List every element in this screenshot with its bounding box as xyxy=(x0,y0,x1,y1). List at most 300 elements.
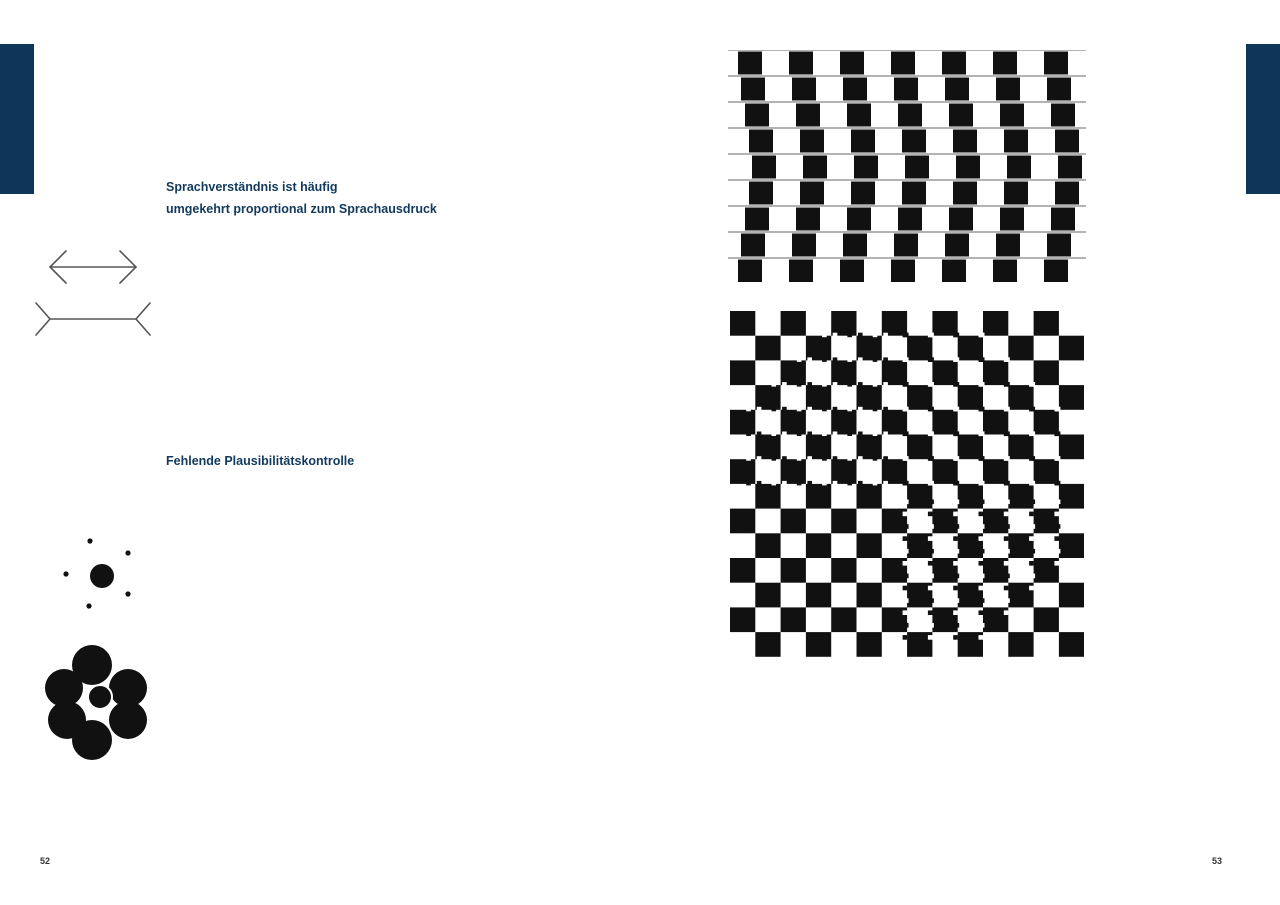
black-square xyxy=(1059,632,1084,657)
large-circle xyxy=(72,720,112,760)
corner-dot xyxy=(955,574,960,579)
corner-dot xyxy=(980,500,985,505)
black-tile xyxy=(792,78,816,101)
corner-dot xyxy=(797,500,802,505)
corner-dot xyxy=(782,586,787,591)
black-tile xyxy=(796,104,820,127)
corner-dot xyxy=(833,432,838,437)
black-tile xyxy=(1047,234,1071,257)
corner-dot xyxy=(883,481,888,486)
corner-dot xyxy=(1031,549,1036,554)
corner-dot xyxy=(807,610,812,615)
black-square xyxy=(831,459,856,484)
corner-dot xyxy=(979,536,984,541)
corner-dot xyxy=(858,536,863,541)
black-square xyxy=(882,360,907,385)
black-tile xyxy=(789,260,813,283)
corner-dot xyxy=(903,586,908,591)
black-square xyxy=(806,336,831,361)
black-square xyxy=(1034,360,1059,385)
black-square xyxy=(882,459,907,484)
corner-dot xyxy=(1054,456,1059,461)
corner-dot xyxy=(1031,500,1036,505)
corner-dot xyxy=(797,456,802,461)
ebbinghaus-large-context xyxy=(40,640,155,780)
black-square xyxy=(755,484,780,509)
corner-dot xyxy=(858,512,863,517)
corner-dot xyxy=(873,549,878,554)
corner-dot xyxy=(1029,536,1034,541)
black-tile xyxy=(996,234,1020,257)
corner-dot xyxy=(746,524,751,529)
corner-dot xyxy=(833,536,838,541)
corner-dot xyxy=(903,456,908,461)
corner-dot xyxy=(953,333,958,338)
corner-dot xyxy=(980,524,985,529)
corner-dot xyxy=(953,561,958,566)
corner-dot xyxy=(873,500,878,505)
corner-dot xyxy=(1005,574,1010,579)
corner-dot xyxy=(757,536,762,541)
black-square xyxy=(1034,410,1059,435)
corner-dot xyxy=(873,574,878,579)
corner-dot xyxy=(883,357,888,362)
corner-dot xyxy=(833,610,838,615)
black-square xyxy=(755,632,780,657)
black-square xyxy=(806,385,831,410)
black-square xyxy=(857,435,882,460)
corner-dot xyxy=(1056,524,1061,529)
bulging-checkerboard-illusion xyxy=(730,311,1084,657)
black-square xyxy=(857,385,882,410)
black-square xyxy=(781,607,806,632)
corner-dot xyxy=(873,456,878,461)
corner-dot xyxy=(953,481,958,486)
black-tile xyxy=(905,156,929,179)
black-tile xyxy=(902,130,926,153)
corner-dot xyxy=(1004,561,1009,566)
corner-dot xyxy=(847,524,852,529)
corner-dot xyxy=(979,333,984,338)
corner-dot xyxy=(1031,574,1036,579)
corner-dot xyxy=(928,357,933,362)
black-tile xyxy=(891,52,915,75)
black-square xyxy=(755,385,780,410)
corner-dot xyxy=(979,635,984,640)
small-dot xyxy=(63,571,68,576)
corner-dot xyxy=(928,561,933,566)
black-square xyxy=(882,410,907,435)
corner-dot xyxy=(1005,500,1010,505)
corner-dot xyxy=(746,549,751,554)
corner-dot xyxy=(772,524,777,529)
corner-dot xyxy=(929,500,934,505)
corner-dot xyxy=(955,598,960,603)
corner-dot xyxy=(929,549,934,554)
black-square xyxy=(1059,484,1084,509)
large-circle xyxy=(109,701,147,739)
black-tile xyxy=(942,52,966,75)
corner-dot xyxy=(873,357,878,362)
page-number-right: 53 xyxy=(1212,856,1223,866)
black-tile xyxy=(749,182,773,205)
corner-dot xyxy=(873,481,878,486)
black-tile xyxy=(1004,182,1028,205)
corner-dot xyxy=(928,456,933,461)
black-tile xyxy=(847,104,871,127)
corner-dot xyxy=(1004,481,1009,486)
corner-dot xyxy=(1029,407,1034,412)
corner-dot xyxy=(953,432,958,437)
corner-dot xyxy=(746,456,751,461)
corner-dot xyxy=(928,586,933,591)
black-square xyxy=(1008,435,1033,460)
corner-dot xyxy=(1054,561,1059,566)
black-tile xyxy=(1055,130,1079,153)
corner-dot xyxy=(797,431,802,436)
black-square xyxy=(958,484,983,509)
black-tile xyxy=(796,208,820,231)
corner-dot xyxy=(904,524,909,529)
corner-dot xyxy=(797,357,802,362)
black-tile xyxy=(949,208,973,231)
black-tile xyxy=(891,260,915,283)
corner-dot xyxy=(746,431,751,436)
corner-dot xyxy=(1004,512,1009,517)
corner-dot xyxy=(1054,536,1059,541)
corner-dot xyxy=(929,524,934,529)
black-square xyxy=(1034,459,1059,484)
corner-dot xyxy=(1056,549,1061,554)
black-tile xyxy=(942,260,966,283)
black-tile xyxy=(1051,104,1075,127)
black-square xyxy=(831,360,856,385)
black-square xyxy=(932,459,957,484)
corner-dot xyxy=(979,456,984,461)
black-tile xyxy=(851,130,875,153)
corner-dot xyxy=(746,407,751,412)
corner-dot xyxy=(979,561,984,566)
black-tile xyxy=(843,78,867,101)
corner-dot xyxy=(929,623,934,628)
black-tile xyxy=(953,182,977,205)
black-square xyxy=(755,583,780,608)
corner-dot xyxy=(807,481,812,486)
corner-dot xyxy=(782,481,787,486)
black-square xyxy=(781,459,806,484)
corner-dot xyxy=(772,481,777,486)
black-square xyxy=(781,410,806,435)
corner-dot xyxy=(807,536,812,541)
corner-dot xyxy=(979,610,984,615)
corner-dot xyxy=(928,333,933,338)
chapter-tab-left xyxy=(0,44,34,194)
corner-dot xyxy=(772,549,777,554)
corner-dot xyxy=(1054,407,1059,412)
corner-dot xyxy=(979,357,984,362)
corner-dot xyxy=(1005,598,1010,603)
black-square xyxy=(907,435,932,460)
corner-dot xyxy=(1004,357,1009,362)
black-square xyxy=(781,311,806,336)
corner-dot xyxy=(904,500,909,505)
black-tile xyxy=(738,52,762,75)
corner-dot xyxy=(833,382,838,387)
corner-dot xyxy=(903,382,908,387)
corner-dot xyxy=(797,481,802,486)
black-square xyxy=(730,360,755,385)
corner-dot xyxy=(955,500,960,505)
corner-dot xyxy=(847,598,852,603)
corner-dot xyxy=(847,500,852,505)
black-square xyxy=(857,336,882,361)
corner-dot xyxy=(797,598,802,603)
corner-dot xyxy=(903,407,908,412)
corner-dot xyxy=(772,407,777,412)
corner-dot xyxy=(903,635,908,640)
corner-dot xyxy=(873,431,878,436)
corner-dot xyxy=(847,623,852,628)
corner-dot xyxy=(757,456,762,461)
corner-dot xyxy=(822,382,827,387)
corner-dot xyxy=(822,333,827,338)
black-square xyxy=(730,410,755,435)
corner-dot xyxy=(928,610,933,615)
black-tile xyxy=(745,208,769,231)
corner-dot xyxy=(858,407,863,412)
corner-dot xyxy=(929,598,934,603)
corner-dot xyxy=(797,382,802,387)
corner-dot xyxy=(847,333,852,338)
black-tile xyxy=(996,78,1020,101)
corner-dot xyxy=(757,432,762,437)
corner-dot xyxy=(847,382,852,387)
black-square xyxy=(730,607,755,632)
corner-dot xyxy=(797,524,802,529)
black-tile xyxy=(894,234,918,257)
black-tile xyxy=(1055,182,1079,205)
black-square xyxy=(1008,336,1033,361)
corner-dot xyxy=(953,407,958,412)
black-tile xyxy=(843,234,867,257)
corner-dot xyxy=(1004,432,1009,437)
corner-dot xyxy=(873,524,878,529)
corner-dot xyxy=(847,407,852,412)
black-tile xyxy=(898,104,922,127)
black-tile xyxy=(898,208,922,231)
corner-dot xyxy=(858,432,863,437)
corner-dot xyxy=(953,536,958,541)
corner-dot xyxy=(883,610,888,615)
corner-dot xyxy=(1004,407,1009,412)
black-square xyxy=(983,311,1008,336)
corner-dot xyxy=(822,598,827,603)
black-square xyxy=(1034,311,1059,336)
section-heading-2: Fehlende Plausibilitätskontrolle xyxy=(166,454,355,468)
corner-dot xyxy=(746,500,751,505)
corner-dot xyxy=(1054,481,1059,486)
corner-dot xyxy=(955,549,960,554)
corner-dot xyxy=(858,333,863,338)
corner-dot xyxy=(847,549,852,554)
corner-dot xyxy=(822,574,827,579)
corner-dot xyxy=(903,432,908,437)
black-tile xyxy=(741,234,765,257)
black-tile xyxy=(993,260,1017,283)
corner-dot xyxy=(903,610,908,615)
corner-dot xyxy=(903,536,908,541)
corner-dot xyxy=(822,623,827,628)
corner-dot xyxy=(883,635,888,640)
black-tile xyxy=(949,104,973,127)
corner-dot xyxy=(873,407,878,412)
corner-dot xyxy=(903,512,908,517)
corner-dot xyxy=(858,481,863,486)
black-tile xyxy=(792,234,816,257)
corner-dot xyxy=(1056,500,1061,505)
black-square xyxy=(755,336,780,361)
corner-dot xyxy=(858,357,863,362)
black-square xyxy=(1008,632,1033,657)
corner-dot xyxy=(979,481,984,486)
corner-dot xyxy=(858,456,863,461)
corner-dot xyxy=(772,500,777,505)
black-square xyxy=(831,410,856,435)
black-square xyxy=(958,435,983,460)
corner-dot xyxy=(833,357,838,362)
fin-right-inward xyxy=(136,303,150,335)
corner-dot xyxy=(979,432,984,437)
black-square xyxy=(730,558,755,583)
black-square xyxy=(1059,435,1084,460)
corner-dot xyxy=(953,357,958,362)
black-square xyxy=(1008,385,1033,410)
black-tile xyxy=(1047,78,1071,101)
corner-dot xyxy=(772,431,777,436)
corner-dot xyxy=(883,382,888,387)
corner-dot xyxy=(847,357,852,362)
corner-dot xyxy=(807,512,812,517)
corner-dot xyxy=(928,382,933,387)
corner-dot xyxy=(883,536,888,541)
corner-dot xyxy=(1004,536,1009,541)
black-tile xyxy=(854,156,878,179)
black-tile xyxy=(803,156,827,179)
small-dot xyxy=(125,591,130,596)
corner-dot xyxy=(757,512,762,517)
black-square xyxy=(1059,385,1084,410)
black-tile xyxy=(749,130,773,153)
corner-dot xyxy=(847,574,852,579)
chapter-tab-right xyxy=(1246,44,1280,194)
corner-dot xyxy=(883,512,888,517)
corner-dot xyxy=(822,456,827,461)
corner-dot xyxy=(980,598,985,603)
corner-dot xyxy=(858,586,863,591)
black-square xyxy=(1008,484,1033,509)
corner-dot xyxy=(833,407,838,412)
corner-dot xyxy=(928,512,933,517)
corner-dot xyxy=(833,635,838,640)
corner-dot xyxy=(1004,382,1009,387)
black-square xyxy=(730,459,755,484)
corner-dot xyxy=(833,586,838,591)
corner-dot xyxy=(883,456,888,461)
corner-dot xyxy=(772,574,777,579)
corner-dot xyxy=(979,512,984,517)
corner-dot xyxy=(980,623,985,628)
corner-dot xyxy=(822,431,827,436)
corner-dot xyxy=(883,407,888,412)
corner-dot xyxy=(797,549,802,554)
corner-dot xyxy=(903,333,908,338)
fin-left-inward xyxy=(36,303,50,335)
corner-dot xyxy=(1029,512,1034,517)
corner-dot xyxy=(1054,512,1059,517)
corner-dot xyxy=(822,357,827,362)
corner-dot xyxy=(883,561,888,566)
black-square xyxy=(907,484,932,509)
corner-dot xyxy=(847,456,852,461)
small-dot xyxy=(125,550,130,555)
black-tile xyxy=(945,234,969,257)
small-dot xyxy=(87,538,92,543)
corner-dot xyxy=(807,382,812,387)
black-tile xyxy=(1058,156,1082,179)
black-square xyxy=(806,632,831,657)
corner-dot xyxy=(904,574,909,579)
corner-dot xyxy=(904,598,909,603)
corner-dot xyxy=(833,456,838,461)
black-tile xyxy=(1051,208,1075,231)
center-circle xyxy=(90,564,114,588)
corner-dot xyxy=(807,357,812,362)
corner-dot xyxy=(833,512,838,517)
black-tile xyxy=(752,156,776,179)
corner-dot xyxy=(807,561,812,566)
corner-dot xyxy=(833,481,838,486)
corner-dot xyxy=(757,481,762,486)
corner-dot xyxy=(757,407,762,412)
black-tile xyxy=(851,182,875,205)
corner-dot xyxy=(980,574,985,579)
corner-dot xyxy=(873,623,878,628)
corner-dot xyxy=(1031,524,1036,529)
black-tile xyxy=(1004,130,1028,153)
corner-dot xyxy=(1029,456,1034,461)
black-square xyxy=(983,459,1008,484)
corner-dot xyxy=(979,586,984,591)
corner-dot xyxy=(1029,481,1034,486)
corner-dot xyxy=(746,481,751,486)
black-tile xyxy=(956,156,980,179)
corner-dot xyxy=(807,407,812,412)
corner-dot xyxy=(822,549,827,554)
corner-dot xyxy=(873,598,878,603)
black-square xyxy=(932,311,957,336)
corner-dot xyxy=(873,382,878,387)
black-tile xyxy=(993,52,1017,75)
corner-dot xyxy=(1004,456,1009,461)
corner-dot xyxy=(822,481,827,486)
corner-dot xyxy=(928,407,933,412)
corner-dot xyxy=(822,500,827,505)
corner-dot xyxy=(833,561,838,566)
corner-dot xyxy=(955,623,960,628)
corner-dot xyxy=(903,481,908,486)
corner-dot xyxy=(797,574,802,579)
corner-dot xyxy=(858,610,863,615)
